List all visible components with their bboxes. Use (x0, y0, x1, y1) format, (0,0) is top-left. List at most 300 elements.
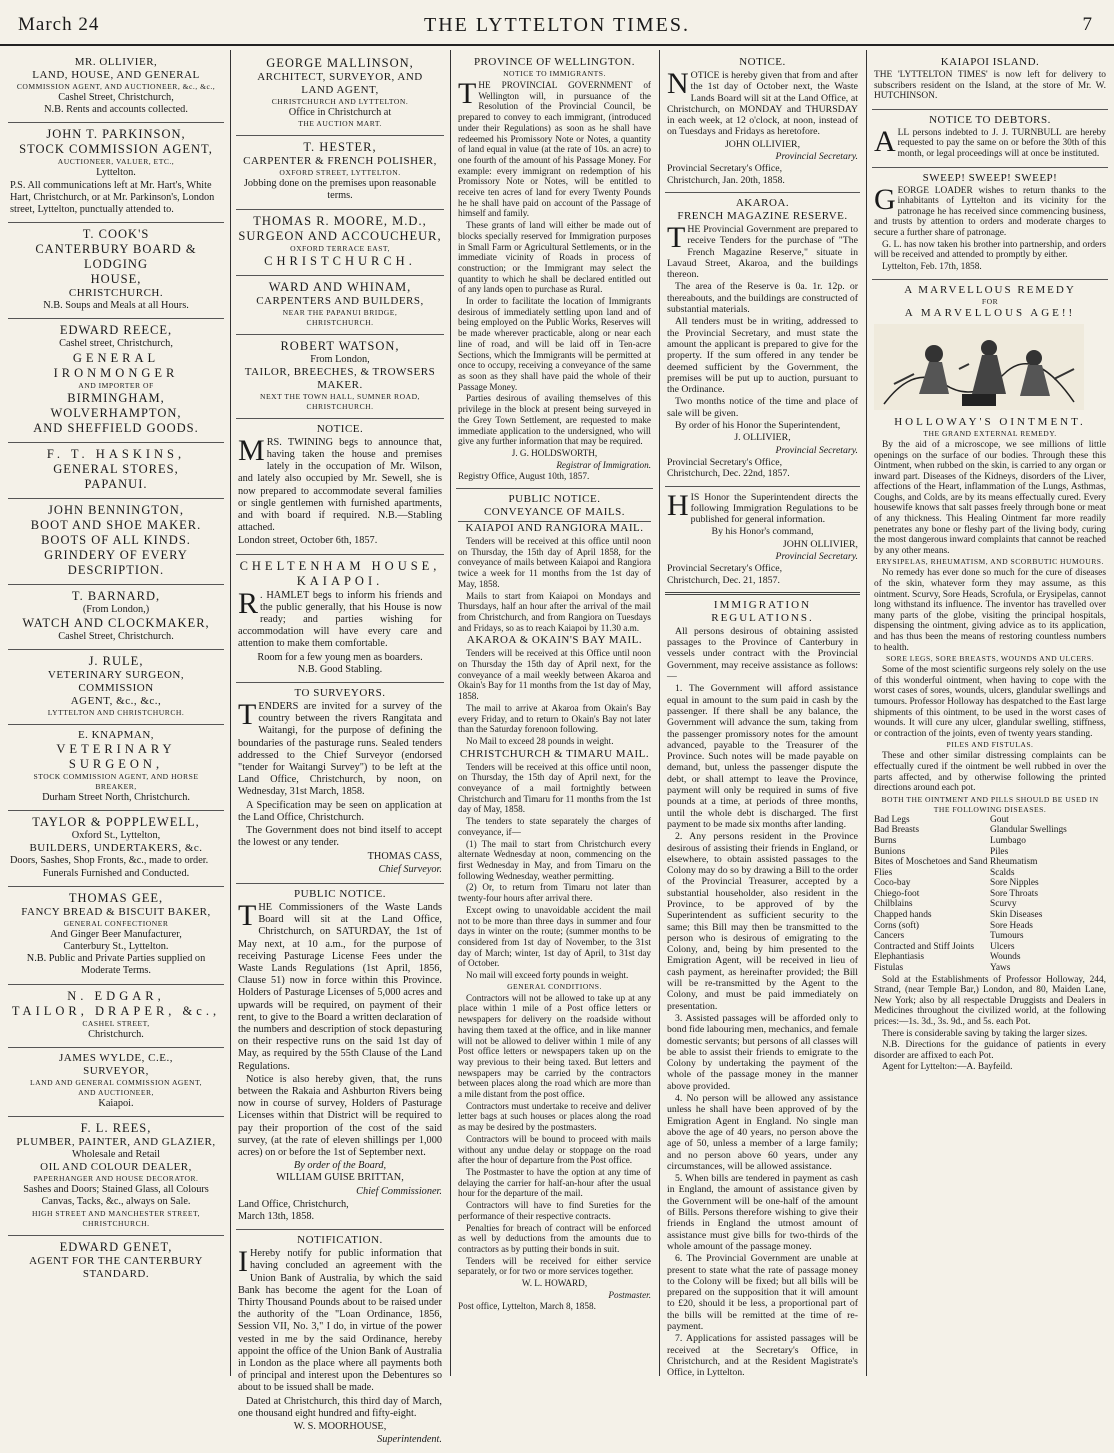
list-item: Chilblains (874, 899, 913, 910)
ad-bennington (8, 499, 224, 585)
list-item: Fistulas (874, 963, 904, 974)
ad-line: BOOTS OF ALL KINDS. (41, 532, 191, 547)
ad-holloway-ointment (872, 280, 1108, 1080)
ad-line: Kaiapoi. (98, 1097, 134, 1109)
ad-line: VETERINARY SURGEON, (56, 742, 176, 772)
notice-mails (456, 489, 653, 1318)
list-item: Piles (990, 846, 1009, 857)
ointment-illustration (874, 324, 1084, 410)
notice-heading: NOTICE. (316, 422, 364, 435)
ad-genet (8, 1236, 224, 1287)
notice-subheading: FRENCH MAGAZINE RESERVE. (677, 209, 848, 222)
ad-line: AND SHEFFIELD GOODS. (33, 420, 199, 435)
notice-body: HE Provincial Government are prepared to receive Tenders for the purchase of "The French Magazine Reserve," situate in Lavaud Street, Akaroa, and the buildings thereon. (667, 223, 858, 281)
ad-haskins (8, 443, 224, 499)
ad-line: From London, (310, 353, 370, 365)
list-item: Chiego-foot (874, 888, 920, 899)
ad-line: Lyttelton. (96, 167, 136, 179)
list-item: Contracted and Stiff Joints (874, 941, 975, 952)
ad-line: THE AUCTION MART. (298, 119, 382, 129)
notice-body: All persons desirous of obtaining assisted passages to the Province of Canterbury in vessels under contract with the Provincial Government, may receive assistance as follows:— (667, 625, 858, 683)
ad-mallinson (236, 52, 444, 136)
ad-line: And Ginger Beer Manufacturer, (50, 928, 182, 940)
ad-line: Cashel street, Christchurch, (59, 338, 173, 350)
list-item: Tumours (990, 931, 1024, 942)
notice-body: No mail will exceed forty pounds in weight. (466, 970, 629, 981)
ad-line: Cashel Street, Christchurch, (58, 92, 174, 103)
list-item: Ulcers (990, 941, 1015, 952)
notice-body: ENDERS are invited for a survey of the country between the rivers Rangitata and Waitangi, for the purpose of defining the boundaries of the pasturage runs. Sealed tenders addressed to the Chief Surveyor (endorsed "tender for Waitangi Survey") to be left at the Land Office, Christchurch, by noon, on Wednesday, 31st March, 1858. (238, 701, 442, 798)
ad-line: OIL AND COLOUR DEALER, (40, 1161, 192, 1174)
list-item: Lumbago (990, 835, 1026, 846)
notice-surveyors (236, 683, 444, 884)
notice-subheading: KAIAPOI. (296, 573, 384, 588)
column-rule (659, 50, 660, 1376)
drop-cap: T (238, 698, 257, 732)
list-item: Sore Heads (990, 920, 1033, 931)
notice-body: Contractors will not be allowed to take up at any place within 1 mile of a Post office letters or newspapers for delivery on the roadside without having them taxed at the office, and in like manner will not be allowed to deliver within 1 mile of any Post office letters or newspapers taken up on the way previous to their being taxed. But letters and newspapers may be carried by the contractors between places along the road which are more than a mile distant from the post office. (458, 992, 651, 1100)
advertiser-name: JOHN BENNINGTON, (48, 502, 184, 517)
signature-title: Superintendent. (377, 1434, 442, 1446)
ad-line: PAPANUI. (84, 476, 148, 491)
advertiser-name: F. L. REES, (80, 1121, 152, 1136)
notice-heading: IMMIGRATION REGULATIONS. (711, 598, 814, 624)
ad-line: Sashes and Doors; Stained Glass, all Colours Canvas, Tacks, &c., always on Sale. (23, 1184, 209, 1208)
drop-cap: I (238, 1245, 248, 1279)
notice-date: Lyttelton, Feb. 17th, 1858. (882, 261, 982, 272)
notice-body: A Specification may be seen on application at the Land Office, Christchurch. (238, 799, 442, 823)
notice-heading: PUBLIC NOTICE. (508, 493, 601, 506)
notice-heading: CHELTENHAM HOUSE, (239, 558, 441, 573)
list-item: Bunions (874, 846, 906, 857)
signature: JOHN OLLIVIER, (724, 138, 801, 150)
ad-line: STOCK COMMISSION AGENT, AND HORSE (33, 772, 199, 782)
signature: W. S. MOORHOUSE, (293, 1421, 387, 1433)
notice-date: Christchurch, Jan. 20th, 1858. (667, 174, 785, 186)
signature-title: Registrar of Immigration. (556, 459, 651, 470)
ad-line: GENERAL STORES, (53, 461, 179, 476)
ad-cook (8, 223, 224, 319)
ad-line: HOUSE, (90, 272, 142, 287)
ad-line: LAND, HOUSE, AND GENERAL (32, 69, 200, 81)
drop-cap: T (458, 77, 477, 110)
ad-line: MAKER. (317, 378, 363, 391)
advertiser-name: N. EDGAR, (67, 988, 165, 1003)
column-rule (866, 50, 867, 1376)
ad-body: Doors, Sashes, Shop Fronts, &c., made to order. (10, 855, 209, 867)
notice-body: No Mail to exceed 28 pounds in weight. (466, 735, 614, 746)
ad-sweep (872, 168, 1108, 281)
notice-heading: NOTICE. (739, 56, 786, 68)
notice-body: HE PROVINCIAL GOVERNMENT of Wellington will, in pursuance of the Resolution of the Provincial Council, be prepared to convey to each immigrant, (introduced under their Regulations) as soon as he shall have redeemed his Promissory Note or Notes, a quantity of land equal in value (at the rate of 10s. an acre) to one fourth of the amount of his Passage Money. For example: every immigrant on redemption of his Promissory Note or Notes, will be entitled to receive ten acres of land for every Twenty Pounds he he shall have paid on account of the Passage of himself and family. (458, 80, 651, 219)
ad-body: Sold at the Establishments of Professor Holloway, 244, Strand, (near Temple Bar,) London, and 80, Maiden Lane, New York; also by all respectable Druggists and Dealers in Medicines throughout the civilized world, at the following prices:—1s. 3d., 3s. 9d., and 5s. each Pot. (874, 974, 1106, 1027)
column-rule (450, 50, 451, 1376)
signature-title: Provincial Secretary. (775, 444, 858, 456)
ad-line: Canterbury St., Lyttelton. (63, 941, 169, 953)
notice-place: Provincial Secretary's Office, (667, 563, 783, 575)
advertiser-name: EDWARD REECE, (59, 323, 173, 338)
drop-cap: G (874, 182, 896, 216)
notice-body: Notice is also hereby given, that, the runs between the Rakaia and Ashburton Rivers being now in course of survey, Holders of Pasturage Licenses within that District will be required to pay their proportion of the cost of the said survey, (at the rate of eleven shillings per 1,000 acres) on or before the 1st of September next. (238, 1073, 442, 1158)
column-5 (872, 52, 1108, 1374)
list-item: Sore Throats (990, 888, 1038, 899)
signature: JOHN OLLIVIER, (782, 538, 858, 550)
regulation-item: 6. The Provincial Government are unable at present to state what the rate of passage money to the Colony will be fixed; but all bills will be prepared on the supposition that it will amount to £20, should it be less, a proportional part of the bills will be remitted at the time of re-payment. (667, 1253, 858, 1332)
notice-line: N.B. Good Stabling. (297, 663, 383, 675)
advertiser-name: JOHN T. PARKINSON, (46, 127, 186, 142)
immigration-regulations (665, 595, 860, 1386)
ad-line: HIGH STREET AND MANCHESTER STREET, CHRISTCHURCH. (32, 1208, 200, 1228)
ad-headline: A MARVELLOUS AGE!! (904, 307, 1076, 320)
list-item: Chapped hands (874, 910, 932, 921)
list-item: Sore Nipples (990, 878, 1039, 889)
ad-line: FANCY BREAD & BISCUIT BAKER, (21, 905, 211, 918)
section-heading: GENERAL CONDITIONS. (507, 981, 602, 991)
ad-line: CANTERBURY BOARD & LODGING (35, 242, 197, 272)
regulation-item: 3. Assisted passages will be afforded only to bond fide labouring men, mechanics, and female domestic servants; but persons of all classes will be able to assist their friends to emigrate to the Colony by undertaking the payment of the whole of the passage money in the manner above provided. (667, 1012, 858, 1092)
drop-cap: N (667, 67, 689, 100)
ad-line: LAND AND GENERAL COMMISSION AGENT, (29, 1077, 203, 1087)
notice-subheading: CONVEYANCE OF MAILS. (458, 506, 651, 522)
ad-line: AND IMPORTER OF (78, 380, 154, 390)
ad-line: N.B. Rents and accounts collected. (44, 104, 188, 116)
ad-line: CHRISTCHURCH. (68, 287, 164, 300)
notice-line: By order of the Board, (293, 1160, 387, 1172)
ad-line: SURVEYOR, (83, 1064, 149, 1077)
ad-line: AGENT, &c., &c., (70, 695, 162, 708)
ad-line: Cashel Street, Christchurch. (58, 630, 174, 642)
regulation-item: 7. Applications for assisted passages will be received at the Secretary's Office, in Christchurch, and at the Resident Magistrate's Office, in Lyttelton. (667, 1333, 858, 1379)
list-item: Skin Diseases (990, 910, 1043, 921)
ad-line: (From London,) (82, 603, 150, 615)
notice-date: Christchurch, Dec. 22nd, 1857. (667, 468, 790, 480)
notice-waste-board-sittings (665, 52, 860, 193)
ad-line: Jobbing done on the premises upon reasonable terms. (243, 178, 437, 202)
section-heading: AKAROA & OKAIN'S BAY MAIL. (466, 634, 643, 647)
diseases-list-right (990, 815, 1106, 974)
ad-line: SURGEON AND ACCOUCHEUR, (238, 228, 442, 243)
ad-line: STOCK COMMISSION AGENT, (19, 142, 213, 157)
notice-body: The tenders to state separately the charges of conveyance, if— (458, 816, 651, 837)
signature-title: Provincial Secretary. (775, 151, 858, 163)
notice-place: Land Office, Christchurch, (238, 1198, 349, 1210)
ad-line: Wholesale and Retail (71, 1149, 161, 1161)
notice-body: Contractors will have to find Sureties for the performance of their respective contracts. (458, 1200, 651, 1221)
notice-heading: AKAROA. (735, 196, 790, 209)
advertiser-name: T. HESTER, (303, 140, 377, 155)
ad-line: Oxford St., Lyttelton, (71, 830, 161, 842)
notice-place: Provincial Secretary's Office, (667, 456, 783, 468)
notice-heading: PROVINCE OF WELLINGTON. (473, 56, 636, 68)
ad-line: Durham Street North, Christchurch. (42, 792, 190, 804)
ad-hester (236, 136, 444, 209)
signature: WILLIAM GUISE BRITTAN, (276, 1172, 404, 1184)
ad-taylor (8, 811, 224, 887)
diseases-list (874, 815, 1106, 974)
notice-date: London street, October 6th, 1857. (238, 535, 378, 547)
ad-line: AND AUCTIONEER, (78, 1087, 154, 1097)
ad-moore (236, 210, 444, 276)
ad-line: ARCHITECT, SURVEYOR, AND (257, 71, 423, 83)
notice-body: IS Honor the Superintendent directs the following Immigration Regulations to be published for general information. (690, 491, 858, 526)
ad-barnard (8, 585, 224, 650)
advertiser-name: MR. OLLIVIER, (74, 56, 158, 68)
notice-body: The area of the Reserve is 0a. 1r. 12p. or thereabouts, and the buildings are constructed of substantial materials. (667, 281, 858, 316)
drop-cap: H (667, 488, 689, 522)
ad-line: WATCH AND CLOCKMAKER, (22, 615, 210, 630)
section-heading: PILES AND FISTULAS. (946, 740, 1034, 750)
notice-heading: SWEEP! SWEEP! SWEEP! (922, 171, 1058, 184)
ad-ward (236, 276, 444, 335)
ad-wylde (8, 1048, 224, 1117)
list-item: Cancers (874, 931, 905, 942)
section-heading: KAIAPOI AND RANGIORA MAIL. (465, 522, 644, 535)
advertiser-name: TAYLOR & POPPLEWELL, (32, 815, 200, 830)
page-number: 7 (1082, 14, 1092, 35)
list-item: Yaws (990, 963, 1011, 974)
notice-body: THE 'LYTTELTON TIMES' is now left for delivery to subscribers resident on the Island, at the store of Mr. W. HUTCHINSON. (874, 70, 1106, 102)
ad-gee (8, 887, 224, 985)
ad-line: Christchurch. (88, 1028, 144, 1040)
list-item: Burns (874, 835, 897, 846)
ad-title: HOLLOWAY'S OINTMENT. (894, 415, 1086, 428)
list-item: Bad Breasts (874, 825, 920, 836)
ad-body: Some of the most scientific surgeons rely solely on the use of this wonderful ointment, when having to cope with the worst cases of sores, wounds, ulcers, glandular swellings and tumours. Professor Holloway has despatched to the East large shipments of this ointment, to be used in the worst cases of wounds. It will cure any ulcer, glandular swelling, stiffness, or contraction of the joints, even of twenty years standing. (874, 665, 1106, 739)
list-item: Scurvy (990, 899, 1017, 910)
ad-watson (236, 335, 444, 419)
ad-line: CHRISTCHURCH. (264, 253, 416, 268)
notice-body: HE Commissioners of the Waste Lands Board will sit at the Land Office, Christchurch, on SATURDAY, the 1st of May next, at 10 a.m., for the purpose of receiving Pasturage License Fees under the Waste Lands Regulations (1st April, 1856, Clause 51) now in force within this Province. Holders of Pasturage Licenses of 5,000 acres and upwards will be required, on payment of their rent, to give to the Board a written declaration of the numbers and description of stock depasturing on their respective runs on the said 1st day of May, as required by the 55th Clause of the Land Regulations. (238, 901, 442, 1072)
advertiser-name: EDWARD GENET, (59, 1239, 173, 1254)
section-heading: ERYSIPELAS, RHEUMATISM, AND SCORBUTIC HUMOURS. (876, 557, 1104, 567)
ad-line: GENERAL IRONMONGER (53, 350, 179, 380)
signature-title: Chief Surveyor. (378, 863, 442, 875)
signature-title: Chief Commissioner. (356, 1185, 442, 1197)
signature-title: Provincial Secretary. (775, 550, 858, 562)
notice-body: The Government does not bind itself to accept the lowest or any tender. (238, 825, 442, 849)
advertiser-name: ROBERT WATSON, (280, 338, 400, 353)
notice-body: . HAMLET begs to inform his friends and the public generally, that his House is now ready; and parties wishing for accommodation will have every care and attention to make them comfortable. (238, 589, 442, 650)
ad-line: OXFORD TERRACE EAST, (290, 243, 390, 253)
list-item: Scalds (990, 867, 1015, 878)
ad-line: NEAR THE PAPANUI BRIDGE, (282, 307, 398, 317)
notice-body: Penalties for breach of contract will be enforced as well by deductions from the amounts due to contractors as by putting their bonds in suit. (458, 1222, 651, 1254)
ad-cheltenham (236, 555, 444, 683)
advertiser-name: THOMAS R. MOORE, M.D., (253, 213, 427, 228)
ad-line: AGENT FOR THE CANTERBURY (29, 1254, 203, 1267)
notice-body: Dated at Christchurch, this third day of March, one thousand eight hundred and fifty-eight. (238, 1395, 442, 1419)
ad-line: PAPERHANGER AND HOUSE DECORATOR. (33, 1174, 199, 1184)
ad-line: OXFORD STREET, LYTTELTON. (279, 168, 401, 178)
drop-cap: M (238, 433, 265, 467)
notice-date: March 13th, 1858. (238, 1210, 315, 1222)
ad-line: VETERINARY SURGEON, COMMISSION (47, 669, 185, 695)
diseases-list-left (874, 815, 990, 974)
notice-date: Christchurch, Dec. 21, 1857. (667, 574, 780, 586)
ad-parkinson (8, 123, 224, 223)
regulation-item: 1. The Government will afford assistance equal in amount to the sum paid in cash by the passenger. If there shall be any balance, the Government will advance the sum, taking from the passenger promissory notes for the amount advanced, payable to the Treasurer of the Province. Such notes will be made payable on demand, but, unless the passenger dispute the debt, or shall attempt to leave the Province, payment will only be required in sums of five pounds at a time, at periods of three months, until the whole debt is discharged. The first payment to be made six months after landing. (667, 683, 858, 830)
notice-body: Mails to start from Kaiapoi on Mondays and Thursdays, half an hour after the arrival of the mail from Christchurch, and from Rangiora on Tuesdays and Fridays, so as to reach Kaiapoi by 11.30 a.m. (458, 590, 651, 633)
notice-body: (2) Or, to return from Timaru not later than twenty-four hours after arrival there. (458, 882, 651, 904)
regulation-item: 5. When bills are tendered in payment as cash in England, the amount of assistance given by the Government will be one-half of the amount of Bills. Persons therefore wishing to give their friends in England the utmost amount of assistance must give bills for two-thirds of the whole amount of the passage money. (667, 1173, 858, 1252)
list-item: Bad Legs (874, 814, 910, 825)
ad-headline: FOR (981, 297, 999, 307)
notice-body: Tenders will be received at this office until noon on Thursday, the 15th day of April 1858, for the conveyance of mails between Kaiapoi and Rangiora twice a week for 11 months from the 1st day of May, 1858. (458, 536, 651, 589)
notice-place: Provincial Secretary's Office, (667, 163, 783, 175)
notice-date: Registry Office, August 10th, 1857. (458, 471, 590, 482)
notice-date: Post office, Lyttelton, March 8, 1858. (458, 1301, 596, 1312)
notice-body: Tenders will be received for either service separately, or for two or more services together. (458, 1255, 651, 1277)
list-item: Gout (990, 814, 1009, 825)
notice-moorhouse (236, 1230, 444, 1453)
list-item: Glandular Swellings (990, 825, 1067, 836)
notice-heading: NOTICE TO DEBTORS. (929, 113, 1051, 126)
notice-heading: KAIAPOI ISLAND. (940, 56, 1040, 68)
section-heading: CHRISTCHURCH & TIMARU MAIL. (459, 747, 650, 760)
ad-line: CHRISTCHURCH. (306, 317, 374, 327)
advertiser-name: F. T. HASKINS, (46, 446, 186, 461)
ad-reece (8, 319, 224, 442)
notice-line: By his Honor's command, (711, 526, 814, 538)
column-2 (236, 52, 444, 1446)
ad-body: By the aid of a microscope, we see millions of little openings on the surface of our bodies. Through these this Ointment, when rubbed on the skin, is carried to any organ or inward part. Diseases of the Kidneys, disorders of the Liver, affections of the Heart, inflammation of the Lungs, Asthmas, Coughs, and Colds, are by its means effectually cured. Every housewife knows that salt passes freely through bone or meat of any thickness. This Healing Ointment far more readily penetrates any bone or fleshy part of the living body, curing the most dangerous inward complaints that cannot be reached by any other means. (874, 439, 1106, 556)
notice-debtors (872, 110, 1108, 168)
notice-body: Tenders will be received at this office until noon, on Thursday, the 15th day of April next, for the conveyance of a mail fortnightly between Christchurch and Timaru for 11 months from the 1st day of May, 1858. (458, 761, 651, 815)
notice-body: LL persons indebted to J. J. TURNBULL are hereby requested to pay the same on or before the 30th of this month, or legal proceedings will at once be instituted. (897, 127, 1106, 159)
ad-edgar (8, 985, 224, 1048)
ad-line: CHRISTCHURCH AND LYTTELTON. (271, 97, 409, 106)
regulation-item: 2. Any persons resident in the Province desirous of assisting their friends in England, or elsewhere, to obtain assisted passages to the Colony may do so by drawing a Bill to the order of the Provincial Treasurer, accepted by a substantial householder, also resident in the Province, to be approved of by the Superintendent as sufficient security to the same; this Bill may then be transmitted to the person who is desirous of emigrating to the Colony, and, being by him presented to the Emigration Agent, will be received in lieu of cash payment, as hereinafter provided; the Bill will be re-transmitted by the Agent to the Colony, and must be paid immediately on presentation. (667, 831, 858, 1012)
ad-line: Office in Christchurch at (288, 107, 392, 118)
ad-body: N.B. Directions for the guidance of patients in every disorder are affixed to each Pot. (874, 1040, 1106, 1061)
notice-twining (236, 419, 444, 555)
notice-subheading: NOTICE TO IMMIGRANTS. (503, 69, 606, 78)
ad-line: TAILOR, BREECHES, & TROWSERS (244, 365, 436, 378)
list-item: Rheumatism (990, 857, 1038, 868)
ad-line: AUCTIONEER, VALUER, ETC., (57, 157, 175, 167)
notice-body: The mail to arrive at Akaroa from Okain's Bay every Friday, and to return to Okain's Bay not later than the Saturday forenoon following. (458, 702, 651, 735)
signature: J. G. HOLDSWORTH, (511, 447, 598, 458)
advertiser-name: J. RULE, (88, 654, 144, 669)
notice-heading: TO SURVEYORS. (294, 687, 386, 700)
notice-body: Contractors must undertake to receive and deliver letter bags at such houses or places along the road as may be desired by the postmasters. (458, 1100, 651, 1133)
ad-line: PLUMBER, PAINTER, AND GLAZIER, (16, 1136, 216, 1149)
notice-kaiapoi-island (872, 52, 1108, 110)
ad-knapman (8, 725, 224, 811)
list-item: Wounds (990, 952, 1021, 963)
advertiser-name: GEORGE MALLINSON, (266, 56, 414, 70)
ad-line: BUILDERS, UNDERTAKERS, &c. (29, 842, 203, 855)
advertiser-name: T. BARNARD, (71, 588, 161, 603)
notice-body: In order to facilitate the location of Immigrants desirous of immediately settling upon land and of being employed on the Public Works, Reserves will be made wherever practicable, along or near each line of road, and will be laid off in Ten-acre Sections, which the Immigrants will be permitted at once to occupy, receiving a conveyance of the same as soon as they shall have paid the whole of their Passage Money. (458, 296, 651, 392)
signature-title: Postmaster. (608, 1289, 651, 1300)
list-item: Bites of Moschetoes and Sand Flies (874, 857, 988, 878)
notice-body: Contractors will be bound to proceed with mails without any undue delay or stoppage on the road after the hour of departure from the Post office. (458, 1133, 651, 1166)
ad-line: N.B. Soups and Meals at all Hours. (43, 300, 189, 312)
notice-line: Room for a few young men as boarders. (257, 651, 423, 663)
ad-rees (8, 1117, 224, 1236)
list-item: Coco-bay (874, 878, 911, 889)
column-3 (456, 52, 653, 1374)
list-item: Corns (soft) (874, 920, 920, 931)
notice-body: Except owing to unavoidable accident the mail not to be more than three days in summer and four days in winter on the route; (summer months to be considered from 1st day of November, to the 31st day of March; winter, 1st day of April, to 31st day of October. (458, 904, 651, 969)
drop-cap: T (667, 220, 686, 254)
ad-headline: A MARVELLOUS REMEDY (904, 284, 1076, 297)
column-4 (665, 52, 860, 1379)
section-heading: SORE LEGS, SORE BREASTS, WOUNDS AND ULCERS. (885, 654, 1095, 664)
ad-line: STANDARD. (82, 1267, 150, 1280)
ad-line: CARPENTER & FRENCH POLISHER, (243, 155, 437, 168)
notice-body: All tenders must be in writing, addressed to the Provincial Secretary, and must state the amount the applicant is prepared to give for the property. If the sum offered in any tender be deemed sufficient by the Government, the premises will be put up to auction, pursuant to the Ordinance. (667, 316, 858, 396)
ad-line: BREAKER, (95, 782, 137, 792)
ad-line: CARPENTERS AND BUILDERS, (256, 294, 424, 307)
ad-line: GRINDERY OF EVERY DESCRIPTION. (44, 547, 188, 577)
advertiser-name: T. COOK'S (82, 227, 150, 242)
ad-line: GENERAL CONFECTIONER (63, 918, 169, 928)
ad-body: No remedy has ever done so much for the cure of diseases of the skin, whatever form they may assume, as this ointment. Scurvy, Sore Heads, Scrofula, or Erysipelas, cannot long withstand its influence. The inventor has travelled over many parts of the globe, visiting the principal hospitals, dispensing the ointment, giving advice as to its application, and has thus been the means of restoring countless numbers to health. (874, 568, 1106, 653)
notice-body: EORGE LOADER wishes to return thanks to the inhabitants of Lyttelton and its vicinity for the patronage he has received since commencing business, and trusts by attention to orders and moderate charges to secure a further share of patronage. (874, 185, 1106, 238)
column-1 (8, 52, 224, 1374)
advertiser-name: THOMAS GEE, (68, 890, 164, 905)
ad-line: N.B. Public and Private Parties supplied on Moderate Terms. (26, 953, 206, 977)
signature: THOMAS CASS, (367, 850, 442, 862)
masthead (0, 0, 1114, 46)
notice-body: Hereby notify for public information that having concluded an agreement with the Union Bank of Australia, by which the said Bank has become the agent for the Loan of Thirty Thousand Pounds about to be raised under the authority of the "Loan Ordinance, 1856, Session VII, No. 3," I do, in virtue of the power vested in me by the said Ordinance, hereby appoint the office of the Union Bank of Australia in London as the place where all payments both of principal and interest upon the Debentures so about to be issued shall be made. (238, 1248, 442, 1394)
notice-body: (1) The mail to start from Christchurch every alternate Wednesday at noon, commencing on the first Wednesday in May, and from Timaru on the following Wednesday, weather permitting. (458, 838, 651, 881)
ad-line: BIRMINGHAM, WOLVERHAMPTON, (50, 390, 182, 420)
ad-rule (8, 650, 224, 725)
ad-line: LYTTELTON AND CHRISTCHURCH. (47, 708, 185, 718)
drop-cap: T (238, 898, 257, 932)
ad-line: TAILOR, DRAPER, &c., (11, 1003, 221, 1018)
notice-body: These grants of land will either be made out of blocks specially reserved for Immigration purposes in Small Farm or Agricultural Settlements, or in the immediate vicinity of Roads in process of construction; or the Immigrant may select the quantity to which he shall be declared entitled out of any lands open to purchase as Rural. (458, 220, 651, 295)
notice-body: RS. TWINING begs to announce that, having taken the house and premises lately in the occupation of Mr. Wilson, and lately also occupied by Mr. Sewell, she is now prepared to accommodate several families or single gentlemen with furnished apartments, and with board if required. N.B.—Stabling attached. (238, 436, 442, 534)
notice-body: Tenders will be received at this Office until noon on Thursday the 15th day of April next, for the conveyance of a mail weekly between Akaroa and Okain's Bay for 11 months from the 1st day of May, 1858. (458, 648, 651, 702)
ad-subtitle: THE GRAND EXTERNAL REMEDY. (923, 428, 1057, 438)
drop-cap: A (874, 124, 896, 158)
ad-line: BOOT AND SHOE MAKER. (30, 517, 202, 532)
notice-body: Two months notice of the time and place of sale will be given. (667, 396, 858, 419)
advertiser-name: WARD AND WHINAM, (268, 279, 412, 294)
ad-body: There is considerable saving by taking the larger sizes. (882, 1028, 1088, 1039)
ad-body: Agent for Lyttelton:—A. Bayfeild. (882, 1062, 1013, 1073)
drop-cap: R (238, 586, 259, 620)
ad-line: CHRISTCHURCH. (306, 401, 374, 411)
signature: W. L. HOWARD, (521, 1278, 588, 1289)
section-heading: BOTH THE OINTMENT AND PILLS SHOULD BE USED IN THE FOLLOWING DISEASES. (881, 794, 1099, 814)
notice-body: The Postmaster to have the option at any time of delaying the carrier for half-an-hour after the usual hour for the departure of the mail. (458, 1166, 651, 1199)
ad-line: COMMISSION AGENT, AND AUCTIONEER, &c., &c., (16, 82, 216, 91)
regulation-item: 4. No person will be allowed any assistance unless he shall have been approved of by the Emigration Agent in England. No single man above the age of 40 years, no person above the age of 50, unless a member of a large family; and no person above 60 years, under any circumstances, will be allowed assistance. (667, 1093, 858, 1172)
ad-body: These and other similar distressing complaints can be effectually cured if the ointment be well rubbed in over the parts affected, and by otherwise following the printed directions around each pot. (874, 751, 1106, 794)
notice-akaroa-reserve (665, 193, 860, 487)
notice-his-honor (665, 487, 860, 595)
notice-body: G. L. has now taken his brother into partnership, and orders will be received and attended to promptly by either. (874, 239, 1106, 261)
ad-line: CASHEL STREET, (82, 1018, 150, 1028)
issue-date: March 24 (18, 14, 100, 35)
ad-line: LAND AGENT, (301, 84, 379, 96)
newspaper-title: THE LYTTELTON TIMES. (424, 14, 690, 36)
signature: J. OLLIVIER, (734, 432, 791, 444)
advertiser-name: E. KNAPMAN, (77, 729, 155, 742)
ad-line: NEXT THE TOWN HALL, SUMNER ROAD, (260, 391, 420, 401)
list-item: Elephantiasis (874, 952, 924, 963)
notice-heading: PUBLIC NOTICE. (294, 887, 386, 900)
notice-body: By order of his Honor the Superintendent, (675, 420, 841, 432)
notice-body: Parties desirous of availing themselves of this privilege in the block at present being surveyed in the Grey Town Settlement, are requested to make immediate application to the undersigned, who will give any further information that may be required. (458, 393, 651, 447)
notice-heading: NOTIFICATION. (297, 1234, 383, 1247)
column-rule (230, 50, 231, 1376)
